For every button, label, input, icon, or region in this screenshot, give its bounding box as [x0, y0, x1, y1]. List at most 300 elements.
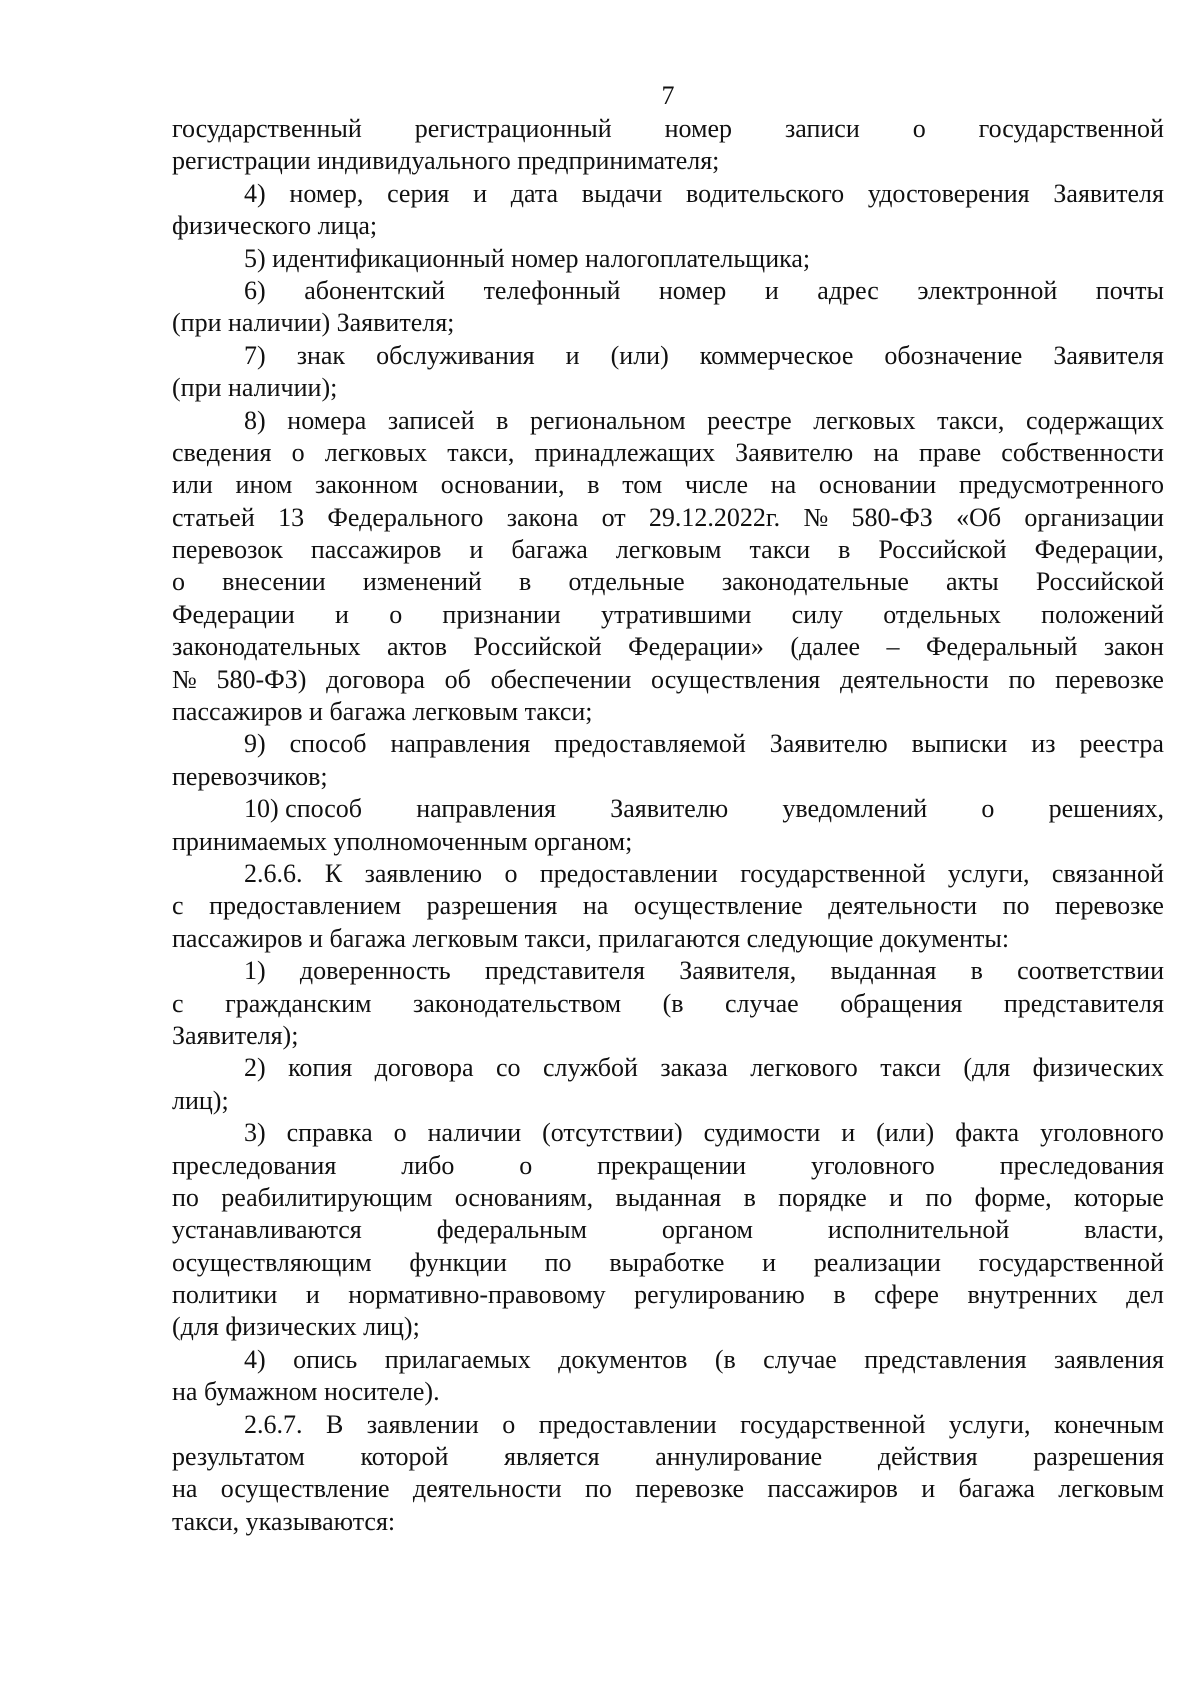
word: (далее	[790, 632, 861, 662]
word: реестра	[1079, 729, 1164, 759]
word: почты	[1095, 275, 1164, 305]
word: (или)	[876, 1118, 935, 1148]
text-line	[172, 826, 1164, 858]
word: сведения	[172, 437, 272, 467]
word: осуществляющим	[172, 1247, 372, 1277]
word: Федерации»	[628, 632, 764, 662]
word: на	[770, 470, 797, 500]
text-line	[172, 988, 1164, 1020]
text-line	[172, 340, 1164, 372]
word: действия	[877, 1442, 978, 1472]
word: пассажиров	[310, 535, 442, 565]
word: уведомлений	[782, 794, 928, 824]
word: и	[889, 1182, 904, 1212]
text-line	[172, 1020, 1164, 1052]
word: регистрационный	[414, 114, 612, 143]
word: уголовного	[810, 1150, 935, 1180]
word: федеральным	[436, 1215, 587, 1245]
word: о	[519, 1150, 533, 1180]
word: №	[803, 502, 829, 532]
word: деятельности	[412, 1474, 562, 1504]
word: в	[587, 470, 600, 500]
word: осуществления	[651, 664, 821, 694]
word: услуги,	[948, 1409, 1031, 1439]
word: со	[495, 1053, 521, 1083]
word: опись	[293, 1344, 358, 1374]
word: органом	[661, 1215, 753, 1245]
word: деятельности	[828, 891, 978, 921]
word: 3)	[244, 1118, 266, 1148]
word: законном	[315, 470, 418, 500]
word: услуги,	[947, 858, 1030, 888]
word: региональном	[530, 405, 686, 435]
word: в	[496, 405, 509, 435]
text-line	[172, 858, 1164, 890]
word: преследования	[999, 1150, 1164, 1180]
word: осуществление	[220, 1474, 390, 1504]
word: результатом	[172, 1442, 305, 1472]
text-line	[172, 405, 1164, 437]
word: выданная	[615, 1182, 722, 1212]
word: коммерческое	[699, 340, 854, 370]
word: прилагаемых	[384, 1344, 531, 1374]
word: признании	[442, 599, 561, 629]
page-number: 7	[661, 81, 675, 110]
word: перевозке	[1055, 891, 1164, 921]
word: (при наличии) Заявителя;	[172, 308, 455, 338]
word: которой	[360, 1442, 449, 1472]
word: представителя	[484, 956, 645, 986]
word: Заявителя	[1053, 340, 1164, 370]
word: организации	[1024, 502, 1164, 532]
text-line	[172, 1052, 1164, 1084]
word: осуществление	[633, 891, 803, 921]
word: документов	[558, 1344, 688, 1374]
word: и	[921, 1474, 936, 1504]
word: законодательных	[172, 632, 361, 662]
text-line	[172, 372, 1164, 404]
word: Российской	[878, 535, 1007, 565]
word: государственной	[978, 1247, 1164, 1277]
text-line	[172, 1247, 1164, 1279]
word: перевозок	[172, 535, 283, 565]
word: из	[1031, 729, 1056, 759]
word: обращения	[840, 988, 963, 1018]
word: номер	[664, 114, 733, 143]
word: о	[502, 1409, 516, 1439]
word: Заявителя);	[172, 1020, 299, 1050]
word: предоставляемой	[554, 729, 746, 759]
word: утратившими	[600, 599, 752, 629]
word: службой	[542, 1053, 638, 1083]
document-body	[172, 113, 1164, 1538]
word: К	[324, 858, 343, 888]
word: физических	[1032, 1053, 1164, 1083]
word: перевозке	[635, 1474, 745, 1504]
word: адрес	[817, 275, 879, 305]
word: регулированию	[634, 1280, 805, 1310]
word: по	[172, 1182, 199, 1212]
document-page	[172, 80, 1164, 1538]
word: номер	[658, 275, 727, 305]
word: по	[584, 1474, 612, 1504]
text-line	[172, 1117, 1164, 1149]
word: такси,	[937, 405, 1005, 435]
word: реализации	[813, 1247, 941, 1277]
word: способ	[289, 729, 367, 759]
word: внесении	[222, 567, 326, 597]
word: по	[1008, 664, 1036, 694]
word: –	[886, 632, 900, 662]
word: 4)	[244, 1344, 266, 1374]
word: отдельных	[883, 599, 1001, 629]
word: о	[393, 1118, 407, 1148]
word: по	[925, 1182, 953, 1212]
word: легковых	[813, 405, 916, 435]
word: принимаемых уполномоченным органом;	[172, 826, 633, 856]
text-line	[172, 923, 1164, 955]
text-line	[172, 1506, 1164, 1538]
word: выдачи	[581, 178, 663, 208]
word: прекращении	[597, 1150, 747, 1180]
word: случае	[763, 1344, 837, 1374]
text-line	[172, 631, 1164, 663]
text-line	[172, 1085, 1164, 1117]
text-line	[172, 1473, 1164, 1505]
word: основании	[818, 470, 937, 500]
text-line	[172, 469, 1164, 501]
word: заявлении	[366, 1409, 479, 1439]
word: Федерального	[327, 502, 484, 532]
word: обеспечении	[490, 664, 632, 694]
word: том	[622, 470, 663, 500]
word: (для	[963, 1053, 1011, 1083]
word: пассажиров	[767, 1474, 898, 1504]
word: о	[981, 794, 995, 824]
word: 29.12.2022г.	[648, 502, 781, 532]
word: или	[172, 470, 213, 500]
word: отдельные	[568, 567, 685, 597]
word: основании,	[440, 470, 565, 500]
text-line	[172, 566, 1164, 598]
word: 8)	[244, 405, 266, 435]
word: выписки	[911, 729, 1008, 759]
word: гражданским	[225, 988, 372, 1018]
word: о	[912, 114, 926, 143]
word: основаниям,	[454, 1182, 594, 1212]
text-line	[172, 890, 1164, 922]
word: заказа	[660, 1053, 728, 1083]
word: удостоверения	[867, 178, 1030, 208]
word: на	[172, 1474, 198, 1504]
word: реестре	[707, 405, 792, 435]
word: 580-ФЗ)	[216, 664, 307, 694]
word: легковым	[615, 535, 722, 565]
word: серия	[387, 178, 450, 208]
word: силу	[791, 599, 844, 629]
word: 580-ФЗ	[851, 502, 933, 532]
text-line	[172, 307, 1164, 339]
word: «Об	[956, 502, 1002, 532]
word: (в	[662, 988, 684, 1018]
word: о	[172, 567, 185, 597]
text-line	[172, 1279, 1164, 1311]
word: в	[833, 1280, 846, 1310]
text-line	[172, 275, 1164, 307]
word: копия	[288, 1053, 353, 1083]
word: в	[970, 956, 983, 986]
text-line	[172, 1182, 1164, 1214]
text-line	[172, 793, 1164, 825]
word: государственной	[740, 1409, 926, 1439]
word: факта	[955, 1118, 1020, 1148]
text-line	[172, 437, 1164, 469]
word: и	[565, 340, 580, 370]
word: Федерации	[172, 599, 295, 629]
word: 1)	[244, 956, 266, 986]
word: справка	[286, 1118, 373, 1148]
word: акты	[946, 567, 999, 597]
text-line	[172, 178, 1164, 210]
word: о	[291, 437, 305, 467]
text-line	[172, 113, 1164, 145]
word: регистрации индивидуального предпринимателя;	[172, 146, 720, 176]
word: в	[519, 567, 532, 597]
text-line	[172, 1344, 1164, 1376]
word: актов	[386, 632, 448, 662]
word: по	[544, 1247, 572, 1277]
text-line	[172, 1376, 1164, 1408]
word: перевозке	[1055, 664, 1164, 694]
text-line	[172, 761, 1164, 793]
text-line	[172, 1441, 1164, 1473]
word: по	[1002, 891, 1030, 921]
word: №	[172, 664, 197, 694]
word: заявления	[1053, 1344, 1164, 1374]
word: на	[873, 437, 899, 467]
word: преследования	[172, 1150, 337, 1180]
word: предоставлении	[539, 858, 718, 888]
word: договора	[374, 1053, 474, 1083]
word: направления	[390, 729, 531, 759]
word: закона	[506, 502, 579, 532]
word: пассажиров и багажа легковым такси;	[172, 697, 593, 727]
word: соответствии	[1017, 956, 1164, 986]
word: власти,	[1084, 1215, 1164, 1245]
word: государственной	[740, 858, 926, 888]
word: телефонный	[483, 275, 621, 305]
word: номер,	[289, 178, 364, 208]
word: выданная	[830, 956, 937, 986]
word: судимости	[703, 1118, 821, 1148]
word: 7)	[244, 340, 266, 370]
word: праве	[919, 437, 982, 467]
word: закон	[1103, 632, 1164, 662]
word: предоставлением	[209, 891, 402, 921]
word: 4)	[244, 178, 266, 208]
word: ином	[235, 470, 293, 500]
word: на бумажном носителе).	[172, 1377, 440, 1407]
word: в	[838, 535, 851, 565]
word: порядке	[778, 1182, 867, 1212]
word: законодательные	[721, 567, 909, 597]
word: дата	[510, 178, 559, 208]
word: записей	[387, 405, 475, 435]
word: легковых	[324, 437, 428, 467]
word: Заявителю	[610, 794, 729, 824]
word: и	[305, 1280, 320, 1310]
word: обслуживания	[376, 340, 535, 370]
text-line	[172, 1311, 1164, 1343]
word: (для физических лиц);	[172, 1312, 420, 1342]
word: деятельности	[839, 664, 989, 694]
word: аннулирование	[655, 1442, 823, 1472]
word: которые	[1073, 1182, 1164, 1212]
word: такси	[749, 535, 811, 565]
word: 10) способ	[244, 794, 363, 824]
word: 2.6.6.	[244, 858, 303, 888]
word: абонентский	[304, 275, 446, 305]
word: 9)	[244, 729, 266, 759]
word: записи	[784, 114, 860, 143]
word: Заявителя,	[679, 956, 797, 986]
word: на	[582, 891, 609, 921]
word: номера	[287, 405, 367, 435]
word: предусмотренного	[958, 470, 1164, 500]
text-line	[172, 534, 1164, 566]
text-line	[172, 955, 1164, 987]
word: нормативно-правовому	[348, 1280, 606, 1310]
word: о	[389, 599, 403, 629]
word: решениях,	[1048, 794, 1164, 824]
word: в	[743, 1182, 756, 1212]
word: случае	[725, 988, 799, 1018]
word: дел	[1126, 1280, 1164, 1310]
word: легковым	[1058, 1474, 1164, 1504]
word: и	[841, 1118, 856, 1148]
word: пассажиров и багажа легковым такси, прилагаются следующие документы:	[172, 923, 1010, 953]
word: электронной	[917, 275, 1058, 305]
word: государственный	[172, 114, 362, 143]
word: является	[504, 1442, 600, 1472]
word: лиц);	[172, 1085, 229, 1115]
word: такси,	[447, 437, 515, 467]
word: представителя	[1003, 988, 1164, 1018]
text-line	[172, 1409, 1164, 1441]
word: В	[325, 1409, 344, 1439]
word: Заявителю	[769, 729, 888, 759]
word: Заявителю	[735, 437, 854, 467]
word: направления	[416, 794, 557, 824]
word: с	[172, 891, 184, 921]
word: сфере	[874, 1280, 939, 1310]
word: разрешения	[1033, 1442, 1164, 1472]
word: с	[172, 988, 184, 1018]
word: такси	[880, 1053, 941, 1083]
text-line	[172, 1150, 1164, 1182]
word: числе	[684, 470, 748, 500]
word: (или)	[610, 340, 669, 370]
word: конечным	[1053, 1409, 1164, 1439]
word: и	[473, 178, 487, 208]
word: (отсутствии)	[542, 1118, 683, 1148]
word: перевозчиков;	[172, 761, 328, 791]
word: наличии	[427, 1118, 522, 1148]
word: Российской	[473, 632, 602, 662]
word: предоставлении	[538, 1409, 717, 1439]
word: легкового	[750, 1053, 858, 1083]
word: 2)	[244, 1053, 266, 1083]
word: заявлению	[364, 858, 483, 888]
word: багажа	[511, 535, 588, 565]
word: собственности	[1001, 437, 1164, 467]
word: политики	[172, 1280, 278, 1310]
word: и	[762, 1247, 777, 1277]
word: форме,	[974, 1182, 1052, 1212]
word: законодательством	[412, 988, 622, 1018]
word: о	[504, 858, 518, 888]
word: представления	[864, 1344, 1027, 1374]
word: принадлежащих	[534, 437, 715, 467]
word: государственной	[978, 114, 1164, 143]
word: уголовного	[1040, 1118, 1164, 1148]
word: содержащих	[1025, 405, 1164, 435]
text-line	[172, 728, 1164, 760]
word: обозначение	[884, 340, 1023, 370]
word: 13	[278, 502, 305, 532]
word: багажа	[958, 1474, 1035, 1504]
word: Федеральный	[926, 632, 1078, 662]
word: договора	[326, 664, 425, 694]
text-line	[172, 210, 1164, 242]
text-line	[172, 502, 1164, 534]
word: 2.6.7.	[244, 1409, 303, 1439]
word: от	[601, 502, 626, 532]
text-line	[172, 243, 1164, 275]
word: (в	[714, 1344, 736, 1374]
word: исполнительной	[827, 1215, 1010, 1245]
word: 5) идентификационный номер налогоплательщика;	[244, 243, 811, 273]
word: водительского	[686, 178, 845, 208]
word: такси, указываются:	[172, 1506, 396, 1536]
word: знак	[296, 340, 346, 370]
word: выработке	[609, 1247, 725, 1277]
word: внутренних	[967, 1280, 1098, 1310]
word: об	[444, 664, 471, 694]
word: Российской	[1035, 567, 1164, 597]
word: доверенность	[299, 956, 451, 986]
word: и	[335, 599, 349, 629]
text-line	[172, 599, 1164, 631]
word: Федерации,	[1034, 535, 1164, 565]
word: Заявителя	[1053, 178, 1164, 208]
word: устанавливаются	[172, 1215, 362, 1245]
text-line	[172, 145, 1164, 177]
text-line	[172, 696, 1164, 728]
word: положений	[1041, 599, 1164, 629]
word: и	[764, 275, 779, 305]
word: реабилитирующим	[221, 1182, 433, 1212]
word: (при наличии);	[172, 373, 338, 403]
word: функции	[409, 1247, 507, 1277]
word: физического лица;	[172, 211, 378, 241]
word: 6)	[244, 275, 266, 305]
word: разрешения	[426, 891, 558, 921]
word: статьей	[172, 502, 255, 532]
text-line	[172, 664, 1164, 696]
word: и	[469, 535, 484, 565]
word: связанной	[1051, 858, 1164, 888]
